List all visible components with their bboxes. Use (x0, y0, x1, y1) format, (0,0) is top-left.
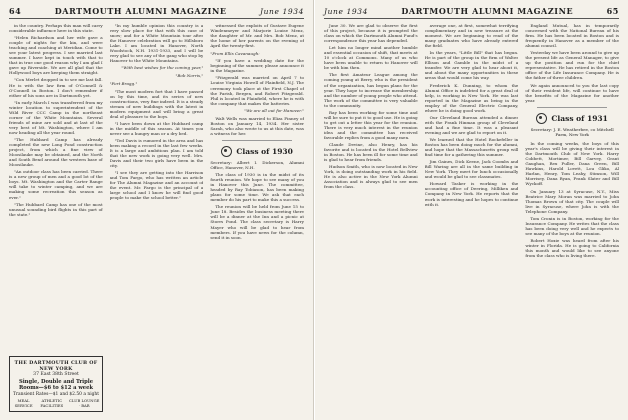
paragraph: Claude Devine, also Henry, has his favorite and is located in the Hotel Bellview in Boston. He has been ill for some time and is glad to hear from friends. (324, 142, 418, 163)
right-column-1 (324, 23, 418, 411)
magazine-title: DARTMOUTH ALUMNI MAGAZINE (54, 6, 227, 16)
paragraph: The reunion will be held from June 15 to June 18. Besides the business meeting there will be a dinner at the Inn and a picnic at Storrs Pond. The class secretary is Harry Mayer who will be glad to hear from members. If you have news for the column, send it in soon. (210, 204, 304, 240)
paragraph: "Con Merlet dropped in to see me last fall. He is with the law firm of O'Connell & O'Connell in Boston. I don't remember if either of his sons are in Dartmouth yet. (9, 77, 103, 98)
signature-name: "Bob Norris," (175, 73, 204, 79)
page-number: 65 (606, 6, 619, 16)
paragraph: We again announced to you the last copy of their resident life, will continue to have the benefits of the Magazine for another year. (525, 82, 619, 103)
ad-address: 37 East 38th Street (33, 371, 79, 377)
right-column-3 (525, 23, 619, 411)
paragraph: "I have been down at the Hubbard camp in the middle of this season. At times you never see a hungry man or a dry bed. (109, 120, 204, 136)
class-heading (525, 113, 619, 124)
class-seal-icon (221, 146, 232, 157)
paragraph: The first Amateur League among the coming young at Berry, who is the president of the organization, has begun plans for the year. They hope to increase the membership and the number of young people who attend. The work of the committee is very valuable to the community. (324, 72, 418, 108)
paragraph: "The most modern fort that I have passed on by this time, and its series of new constructions, very fine indeed. It is a steady stream of new buildings with the latest in modern equipment and will bring a great deal of pleasure to the boys. (109, 88, 204, 119)
ad-footer-item: CLUB LOUNGE · BAR (69, 398, 100, 408)
class-heading-text: Class of 1931 (551, 113, 608, 123)
paragraph: Our Cleveland Bureau attended a dinner with the Frank Hinman group of Cleveland and had a fine time. It was a pleasant evening and we are glad to report on it. (424, 114, 519, 135)
section-divider (222, 140, 292, 141)
issue-date: June 1934 (260, 7, 304, 16)
ad-rate: Transient Rates—$1 and $2.50 a night (13, 391, 99, 397)
class-heading (210, 146, 304, 157)
paragraph: "The Hubbard Camp has already completed the new Long Pond construction project, from which a fine view of Moosilauke may be obtained, and the North and South Bend around the western base of Moosilauke. (9, 136, 103, 168)
right-column-2 (425, 23, 519, 411)
right-page (314, 0, 628, 420)
class-seal-icon (536, 113, 547, 124)
class-heading-text: Class of 1930 (236, 146, 293, 156)
right-running-head (324, 6, 619, 19)
section-divider (537, 107, 607, 108)
ad-rooms: Single, Double and Triple Rooms—$6 to $12 a week (18, 378, 94, 391)
left-column-3 (210, 23, 304, 411)
ad-footer-item: MEAL SERVICE (14, 398, 33, 408)
paragraph: "The Hubbard Camp has one of the most unusual sounding bird flights in this part of the state." (9, 201, 103, 217)
paragraph: "Ted Davis is rumored in the area and has been making a record in the last few weeks. It is a large and ambitious plan. I am told that the new work is going very well. Mrs. Davis and their two girls have been in the city. (109, 137, 204, 169)
left-column-2 (110, 23, 204, 411)
paragraph: England Mutual, has in temporarily concerned with the National Bureau of his firm. He has been located in Boston and is frequently in Hanover as a member of the alumni council. (525, 23, 619, 49)
paragraph: Let him no longer mind another humble and essential occasion of shift, that meets at 10 o'clock at Commons. Many of us who have been unable to return to Hanover will be with him then. (324, 45, 418, 71)
ad-title: THE DARTMOUTH CLUB OF NEW YORK (14, 359, 98, 372)
paragraph: in the country. Perhaps this man will carry considerable influence here in this state. (9, 23, 103, 34)
paragraph: In the coming weeks, the boys of this year's class will be giving their interest in the Dartmouth Club of New York. Harry Cobbett, Mortimer, Bill Garvey, Grant Gaughan, Rex Fuller, Dana Green, Bill Hawkins, Harold Lovett, Lou Gliko, Al Harlan, Henry, Tom Leahy, Stimson, Will Morrisey, Dana Ryan, Frank Slater and Bill Wyckoff. (525, 141, 619, 187)
paragraph: We learned that the Hotel Rockefeller in Boston has been doing much for the alumni, and hope that the Massachusetts group will find time for a gathering this summer. (424, 136, 519, 158)
paragraph: Ray has been working for some time and will be sure to put it to good use. He is going to get out a letter this year for the reunion. There is very much interest in the reunion idea and the committee has received favorable replies from a good many men. (324, 109, 418, 140)
ad-footer-item: ATHLETIC FACILITIES (40, 398, 64, 408)
paragraph: average one, at first, somewhat terrifying complimentary and in new treasure at the moment. We are beginning to read of the many graduates who have already entered the field. (424, 23, 519, 49)
paragraph: Robert Hoxie was heard from after his winter in Florida. He is going to California this month and would like to see anyone from the class who is living there. (525, 237, 619, 259)
class-secretary: Secretary: Albert I. Dickerson, Alumni Office, Hanover, N.H. (210, 159, 304, 170)
paragraph: "If you have a wedding date for the beginning of the summer, please announce it in the Magazine. (210, 58, 304, 74)
paragraph: On January 13 at Syracuse, N.Y., Miss Beatrice Mary Moran was married to John Thomas Brown of that city. The couple will live in Syracuse, where John is with the Telephone Company. (525, 188, 619, 214)
ad-footer (12, 398, 100, 408)
paragraph: Walt Wells was married to Eliza Finney of Boston on January 14, 1934. Her sister Sarah, who also wrote to us at this date, was a witness for her. (210, 115, 304, 136)
issue-date: June 1934 (324, 7, 368, 16)
paragraph: Howard Tasker is working in the accounting office of Deering, Milliken and Company in New York. He reports that the work is interesting and he hopes to continue with it. (424, 181, 519, 207)
paragraph: "An outdoor class has been carried. There is a new group of men and a good lot of the boys. Mt. Washington and the Carter Range will take to winter camping, and we are making some recreation this season as ever." (9, 169, 103, 200)
left-column-1 (9, 23, 103, 411)
club-advertisement (9, 356, 103, 413)
from-line: "Fort Bragg." (109, 81, 138, 87)
paragraph: "I see they are getting into the Harrison and Tom Fargo, who has written an article for The Alumni Magazine and an account of the event. Mr. Fargo is the principal of a large school and I know he will find good people to make the school better." (109, 170, 204, 201)
signature-line: "We are all out for Hanover." (244, 107, 304, 113)
right-columns (324, 23, 619, 411)
paragraph: "In early March I was transferred from my winter location to superintendent of the Wild River CCC Camp in the northeast corner of the White Mountains. Several friends of mine are sold and at last of the very best of Mt. Washington, where I am now heading all the year round. (9, 99, 103, 135)
paragraph: Frederick K. Dunning, to whom the Alumni Office is indebted for a great deal of help, is working in New York. He was last reported in the Magazine as being in the employ of the General Electric Company, where he is doing good work. (424, 82, 519, 113)
paragraph: "Helen Richardson and her wife gave a couple of nights for the kin, and were teaching and coaching at Meridian. Come to see your latest progress. I see married last summer. I have kept in touch with that to that in true one good reason why I am glad I gave up Riverside. We are all glad that the Hollywood boys are keeping them straight. (9, 35, 103, 76)
paragraph: "Fitzgerald was married on April 7 to Louise Virginia Howell of Plainfield, N.J. The ceremony took place at the First Chapel of the Parish, Bergen, and Robert Fitzgerald. Phil is located in Plainfield, where he is with the company that makes the batteries. (210, 75, 304, 106)
left-running-head (9, 6, 304, 19)
from-line: "From Ellis Cavanaugh: (210, 51, 260, 57)
paragraph: In the years, "Little Bill" that has begun. He is part of the group in the firm of Walter Ellison and Gamble in the midst of a transfer. We are very glad to hear about it, and about the many opportunities in these areas that would come his way. (424, 50, 519, 81)
magazine-title: DARTMOUTH ALUMNI MAGAZINE (401, 6, 574, 16)
class-secretary: Secretary: J. E. Weatherbee, co Mitchell Farm, New York (530, 126, 614, 137)
left-columns (9, 23, 304, 411)
paragraph: The class of 1930 is in the midst of its fourth reunion. We hope to see many of you in Hanover this June. The committee, headed by Ray Tobiason, has been making plans for some time. We ask that each member do his part to make this a success. (210, 172, 304, 203)
paragraph: "In my humble opinion this country is a very slow place for that with this case of snow; and for a White Mountain tour after the Hanover celebration will go to Hillsboro Lake. I am located in Hanover, North Woodstock, N.H. 1931-1933, and I will be very glad to see any of the gang who stop by Hanover to the White Mountains. (109, 23, 204, 64)
paragraph: Hudson Smith, who is now located in New York, is doing outstanding work in his field. He is also active in the New York Alumni Association and is always glad to see men from the class. (324, 164, 418, 190)
paragraph: Jim Gaines, Dick Keene, Jack Coombs and Bill Waring are all in the same building in New York. They meet for lunch occasionally and would be glad to see classmates. (424, 159, 519, 180)
page-number: 64 (9, 6, 22, 16)
paragraph: Yesterday we have been around to give up the present life as General Manager, to give up the position and run for the chief representative. He has retired in the Boston office of the Life Insurance Company. He is the father of three children. (525, 50, 619, 81)
paragraph: witnessed the exploits of Gustave Eugene Windenmeyer and Marjorie Louise Menz, the daughter of Mr. and Mrs. Bob Menz, at the home of her parents on the evening of April the twenty-first. (210, 23, 304, 49)
paragraph: Tom Cronin is in Boston, working for the Insurance Company. He writes that the class has been doing very well and he expects to see many of the boys at the reunion. (525, 215, 619, 236)
signature-line: "With best wishes for the coming year," (121, 65, 204, 71)
paragraph: June 30. We are glad to observe the first of this project, because it is prompted the class on which the Dartmouth Alumni Fund's correspondence this year has depended. (324, 23, 418, 44)
